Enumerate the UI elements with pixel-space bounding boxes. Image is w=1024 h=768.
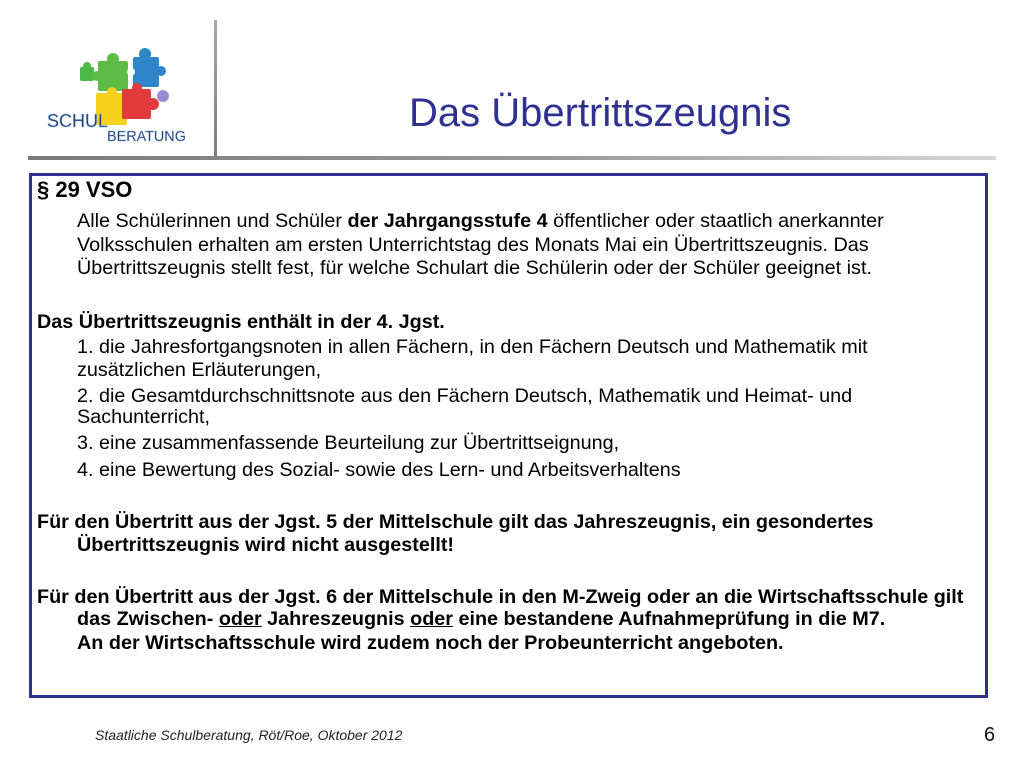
section-heading: § 29 VSO bbox=[37, 177, 133, 202]
note-grade5-line-1: Für den Übertritt aus der Jgst. 5 der Mittelschule gilt das Jahreszeugnis, ein gesondertes bbox=[37, 511, 874, 533]
schulberatung-logo bbox=[40, 45, 200, 145]
note-grade6-line-3: An der Wirtschaftsschule wird zudem noch der Probeunterricht angeboten. bbox=[77, 632, 784, 654]
intro-emphasis: der Jahrgangsstufe 4 bbox=[347, 210, 548, 232]
list-item-1: 1. die Jahresfortgangsnoten in allen Fächern, in den Fächern Deutsch und Mathematik mit bbox=[77, 336, 868, 358]
list-item-1-cont: zusätzlichen Erläuterungen, bbox=[77, 359, 322, 381]
logo-text-beratung: BERATUNG bbox=[107, 129, 186, 145]
logo-text-schul: SCHUL bbox=[47, 111, 109, 131]
underlined-oder: oder bbox=[218, 608, 262, 630]
header-horizontal-divider bbox=[28, 156, 996, 160]
note-text: Jahreszeugnis bbox=[261, 608, 411, 630]
page-number: 6 bbox=[984, 724, 996, 746]
underlined-oder: oder bbox=[410, 608, 453, 630]
note-grade6-line-2 bbox=[77, 607, 885, 631]
intro-line-2: Volksschulen erhalten am ersten Unterrichtstag des Monats Mai ein Übertrittszeugnis. Das bbox=[77, 234, 869, 256]
intro-line-3: Übertrittszeugnis stellt fest, für welche Schulart die Schülerin oder der Schüler geeignet ist. bbox=[77, 257, 872, 279]
intro-text: Alle Schülerinnen und Schüler bbox=[77, 210, 348, 232]
note-text: das Zwischen- bbox=[77, 608, 219, 630]
slide-title: Das Übertrittszeugnis bbox=[409, 91, 792, 135]
list-item-2-cont: Sachunterricht, bbox=[77, 406, 211, 428]
footer-source: Staatliche Schulberatung, Röt/Roe, Oktober 2012 bbox=[95, 727, 403, 743]
intro-line-1 bbox=[77, 209, 884, 233]
contents-heading: Das Übertrittszeugnis enthält in der 4. Jgst. bbox=[37, 311, 445, 333]
note-grade6-line-1: Für den Übertritt aus der Jgst. 6 der Mittelschule in den M-Zweig oder an die Wirtschaftsschule gilt bbox=[37, 586, 964, 608]
list-item-2: 2. die Gesamtdurchschnittsnote aus den Fächern Deutsch, Mathematik und Heimat- und bbox=[77, 385, 853, 407]
note-text: eine bestandene Aufnahmeprüfung in die M7. bbox=[452, 608, 886, 630]
list-item-3: 3. eine zusammenfassende Beurteilung zur Übertrittseignung, bbox=[77, 432, 620, 454]
header-vertical-divider bbox=[214, 20, 217, 160]
intro-text: öffentlicher oder staatlich anerkannter bbox=[547, 210, 884, 232]
note-grade5-line-2: Übertrittszeugnis wird nicht ausgestellt! bbox=[77, 534, 454, 556]
list-item-4: 4. eine Bewertung des Sozial- sowie des Lern- und Arbeitsverhaltens bbox=[77, 459, 681, 481]
